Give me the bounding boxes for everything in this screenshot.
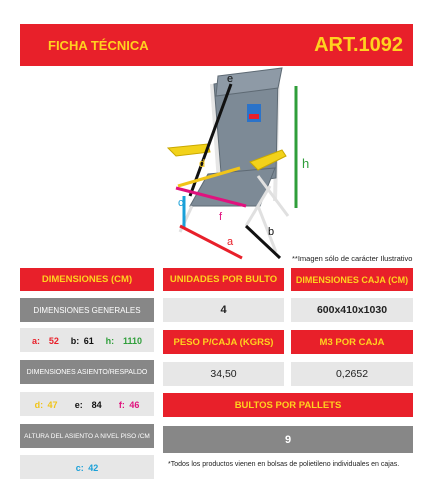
dim-label-h: h	[302, 156, 310, 171]
seat-dimensions-label: DIMENSIONES ASIENTO/RESPALDO	[20, 360, 154, 384]
dim-h-item: h: 1110	[105, 336, 143, 346]
page-title: FICHA TÉCNICA	[48, 38, 149, 53]
box-dimensions-value: 600x410x1030	[291, 298, 413, 322]
dim-c-item: c: 42	[75, 463, 99, 473]
dim-b-item: b: 61	[70, 336, 94, 346]
dim-label-a: a	[227, 236, 234, 248]
weight-per-box-value: 34,50	[163, 362, 284, 386]
dim-label-b: b	[268, 226, 275, 238]
dim-label-c: c	[178, 197, 184, 209]
chair-logo-sticker	[247, 104, 261, 122]
armrest-left	[168, 144, 210, 156]
packages-per-pallet-value: 9	[163, 426, 413, 453]
seat-dimensions-row	[20, 392, 154, 416]
dim-d-item: d: 47	[34, 400, 58, 410]
m3-per-box-value: 0,2652	[291, 362, 413, 386]
box-dimensions-header: DIMENSIONES CAJA (CM)	[291, 268, 413, 291]
dim-f-item: f: 46	[118, 400, 140, 410]
weight-per-box-header: PESO P/CAJA (KGRS)	[163, 330, 284, 354]
dim-a-item: a: 52	[31, 336, 59, 346]
packages-per-pallet-header: BULTOS POR PALLETS	[163, 393, 413, 417]
m3-per-box-header: M3 POR CAJA	[291, 330, 413, 354]
general-dimensions-row	[20, 328, 154, 352]
seat-height-label: ALTURA DEL ASIENTO A NIVEL PISO /CM	[20, 424, 154, 448]
seat-height-row	[20, 455, 154, 479]
dimensions-header: DIMENSIONES (CM)	[20, 268, 154, 291]
dim-label-d: d	[199, 158, 206, 170]
dim-e-item: e: 84	[74, 400, 102, 410]
footer-note: *Todos los productos vienen en bolsas de polietileno individuales en cajas.	[168, 461, 400, 468]
illustrative-note: **Imagen sólo de carácter Ilustrativo	[292, 254, 413, 263]
units-per-package-value: 4	[163, 298, 284, 322]
units-per-package-header: UNIDADES POR BULTO	[163, 268, 284, 291]
chair-illustration	[150, 66, 325, 260]
dim-label-f: f	[219, 211, 223, 223]
article-number: ART.1092	[314, 34, 403, 56]
general-dimensions-label: DIMENSIONES GENERALES	[20, 298, 154, 322]
dim-line-b	[246, 226, 280, 258]
dim-label-e: e	[227, 73, 234, 85]
